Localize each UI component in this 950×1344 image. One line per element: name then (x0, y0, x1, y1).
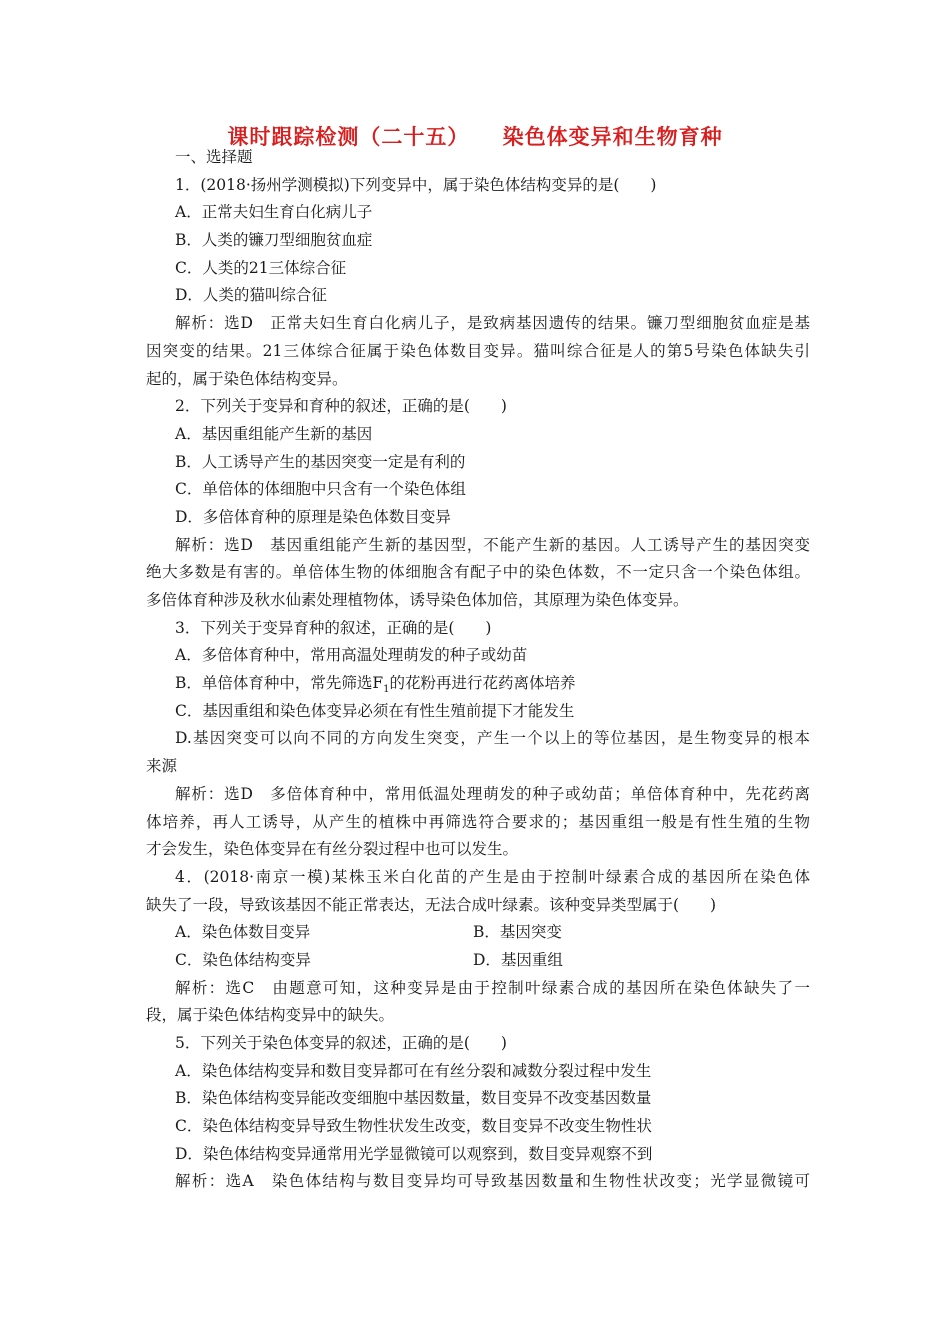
question-1-answer-line-1: 解析：选D 正常夫妇生育白化病儿子，是致病基因遗传的结果。镰刀型细胞贫血症是基 (175, 314, 810, 333)
subscript-1: 1 (383, 684, 390, 696)
question-1-option-c: C．人类的21三体综合征 (175, 258, 347, 277)
question-3-answer-line-1: 解析：选D 多倍体育种中，常用低温处理萌发的种子或幼苗；单倍体育种中，先花药离 (175, 784, 810, 803)
question-list (146, 144, 810, 1196)
question-3-option-c: C．基因重组和染色体变异必须在有性生殖前提下才能发生 (175, 701, 575, 720)
question-1-stem: 1．(2018·扬州学测模拟)下列变异中，属于染色体结构变异的是( ) (175, 175, 657, 194)
question-4-option-d: D．基因重组 (473, 950, 563, 969)
question-2-option-a: A．基因重组能产生新的基因 (175, 424, 373, 443)
question-4-stem-line-1: 4．(2018·南京一模)某株玉米白化苗的产生是由于控制叶绿素合成的基因所在染色体 (175, 867, 810, 886)
question-3-option-d-line-2: 来源 (146, 757, 178, 776)
question-1-answer-line-2: 因突变的结果。21三体综合征属于染色体数目变异。猫叫综合征是人的第5号染色体缺失引 (146, 341, 810, 360)
question-1-option-b: B．人类的镰刀型细胞贫血症 (175, 231, 373, 250)
question-3-answer-line-3: 才会发生，染色体变异在有丝分裂过程中也可以发生。 (146, 840, 519, 859)
question-3-stem: 3．下列关于变异育种的叙述，正确的是( ) (175, 618, 492, 637)
question-5-stem: 5．下列关于染色体变异的叙述，正确的是( ) (175, 1034, 507, 1052)
question-3-option-a: A．多倍体育种中，常用高温处理萌发的种子或幼苗 (175, 646, 528, 665)
section-heading: 一、选择题 (175, 148, 253, 166)
question-2-stem: 2．下列关于变异和育种的叙述，正确的是( ) (175, 397, 507, 416)
question-4-option-b: B．基因突变 (473, 923, 562, 942)
question-1-answer-line-3: 起的，属于染色体结构变异。 (146, 369, 348, 388)
question-3-option-d-line-1: D.基因突变可以向不同的方向发生突变，产生一个以上的等位基因，是生物变异的根本 (175, 729, 810, 748)
question-4-answer-line-1: 解析：选C 由题意可知，这种变异是由于控制叶绿素合成的基因所在染色体缺失了一 (175, 978, 810, 997)
page-title: 课时跟踪检测（二十五） 染色体变异和生物育种 (227, 125, 723, 149)
question-1-option-d: D．人类的猫叫综合征 (175, 286, 327, 305)
question-4-answer-line-2: 段，属于染色体结构变异中的缺失。 (146, 1006, 395, 1025)
question-5-option-c: C．染色体结构变异导致生物性状发生改变，数目变异不改变生物性状 (175, 1117, 652, 1136)
question-5-option-b: B．染色体结构变异能改变细胞中基因数量，数目变异不改变基因数量 (175, 1089, 652, 1108)
question-2-option-b: B．人工诱导产生的基因突变一定是有利的 (175, 452, 466, 471)
question-3-option-b-text: B．单倍体育种中，常先筛选F (175, 674, 384, 693)
question-5-option-a: A．染色体结构变异和数目变异都可在有丝分裂和减数分裂过程中发生 (175, 1061, 652, 1080)
question-3-option-b-text-end: 的花粉再进行花药离体培养 (389, 674, 576, 693)
question-5-answer-line-1: 解析：选A 染色体结构与数目变异均可导致基因数量和生物性状改变；光学显微镜可 (175, 1172, 810, 1191)
question-3-answer-line-2: 体培养，再人工诱导，从产生的植株中再筛选符合要求的；基因重组一般是有性生殖的生物 (146, 812, 810, 831)
question-4-option-a: A．染色体数目变异 (175, 923, 311, 942)
question-3-option-b (146, 670, 810, 698)
question-5-option-d: D．染色体结构变异通常用光学显微镜可以观察到，数目变异观察不到 (175, 1144, 653, 1163)
question-4-options-row-1 (146, 919, 810, 947)
question-4-options-row-2 (146, 947, 810, 975)
question-2-option-d: D．多倍体育种的原理是染色体数目变异 (175, 507, 451, 526)
question-4-stem-line-2: 缺失了一段，导致该基因不能正常表达，无法合成叶绿素。该种变异类型属于( ) (146, 895, 717, 914)
question-2-answer-line-3: 多倍体育种涉及秋水仙素处理植物体，诱导染色体加倍，其原理为染色体变异。 (146, 591, 689, 609)
question-4-option-c: C．染色体结构变异 (175, 950, 311, 969)
question-2-answer-line-1: 解析：选D 基因重组能产生新的基因型，不能产生新的基因。人工诱导产生的基因突变 (175, 535, 810, 554)
question-1-option-a: A．正常夫妇生育白化病儿子 (175, 203, 373, 222)
question-2-option-c: C．单倍体的体细胞中只含有一个染色体组 (175, 480, 466, 499)
question-2-answer-line-2: 绝大多数是有害的。单倍体生物的体细胞含有配子中的染色体数，不一定只含一个染色体组。 (146, 563, 810, 582)
